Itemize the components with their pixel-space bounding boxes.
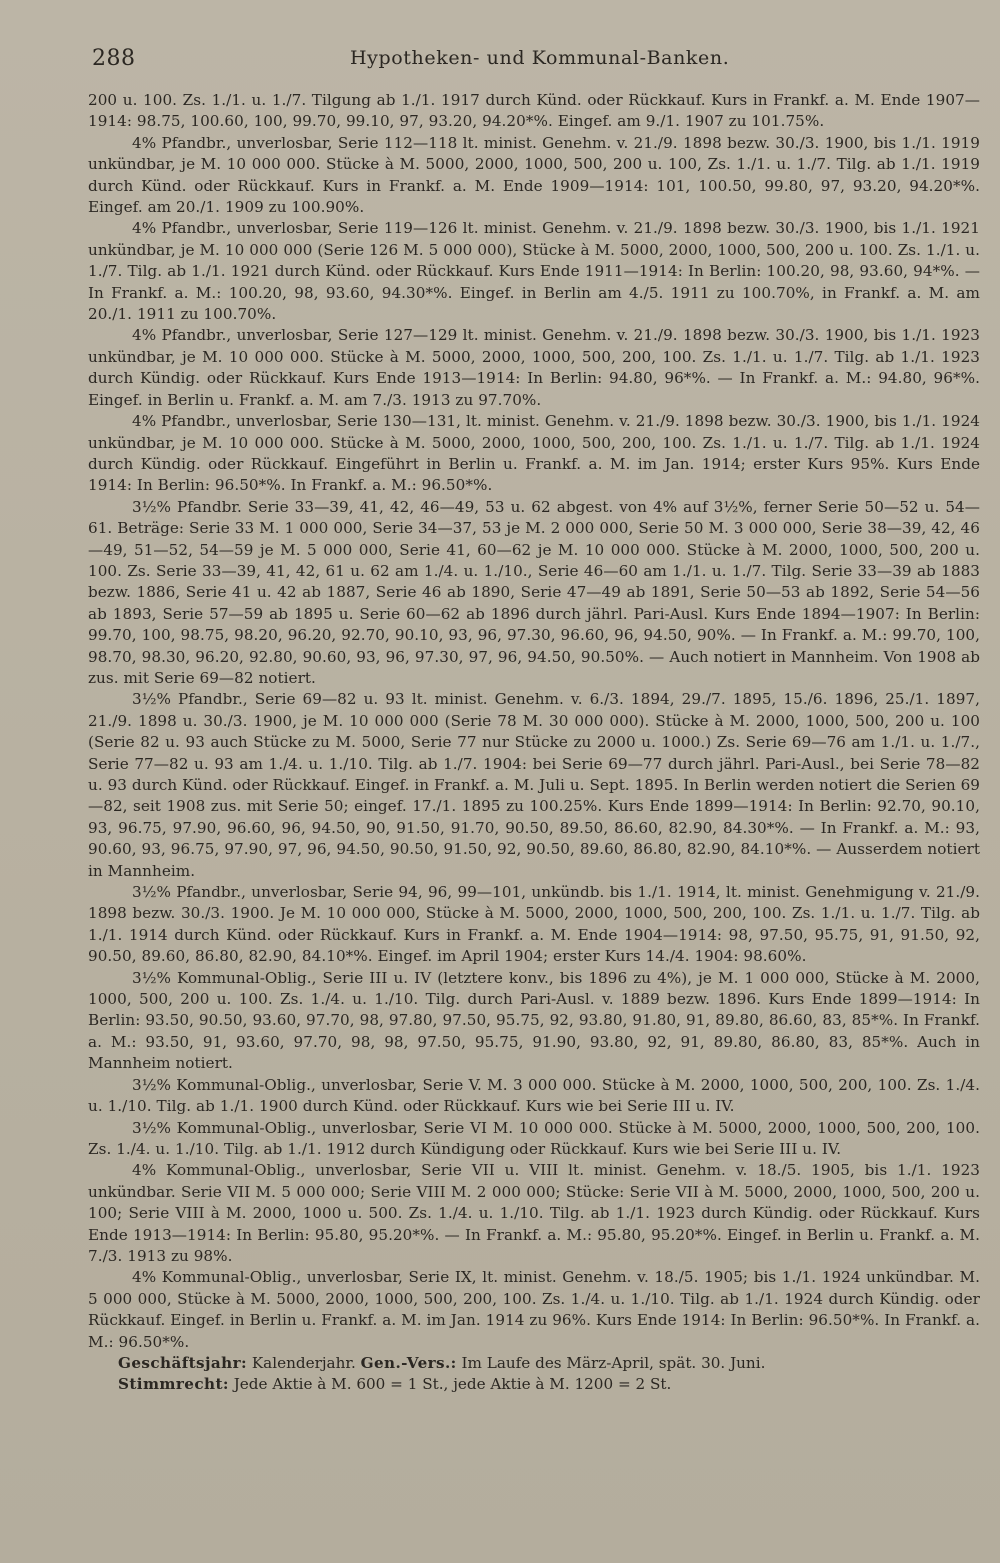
- paragraph: 4% Pfandbr., unverlosbar, Serie 130—131, lt. minist. Genehm. v. 21./9. 1898 bezw. 30./3. 1900, bis 1./1. 1924 unkündbar, je M. 10 000 000. Stücke à M. 5000, 2000, 1000, 500, 200, 100. Zs. 1./1. u. 1./7. Tilg. ab 1./1. 1924 durch Kündig. oder Rückkauf. Eingeführt in Berlin u. Frankf. a. M. im Jan. 1914; erster Kurs 95%. Kurs Ende 1914: In Berlin: 96.50*%. In Frankf. a. M.: 96.50*%.: [88, 412, 980, 495]
- voting-rights-line: [118, 1374, 980, 1395]
- voting-value: Jede Aktie à M. 600 = 1 St., jede Aktie à M. 1200 = 2 St.: [233, 1375, 672, 1394]
- paragraph: 200 u. 100. Zs. 1./1. u. 1./7. Tilgung ab 1./1. 1917 durch Künd. oder Rückkauf. Kurs in Frankf. a. M. Ende 1907—1914: 98.75, 100.60, 100, 99.70, 99.10, 97, 93.20, 94.20*%. Eingef. am 9./1. 1907 zu 101.75%.: [88, 91, 980, 131]
- company-facts: [92, 1353, 980, 1396]
- fiscal-year-line: [118, 1353, 980, 1374]
- paragraph: 4% Kommunal-Oblig., unverlosbar, Serie IX, lt. minist. Genehm. v. 18./5. 1905; bis 1./1. 1924 unkündbar. M. 5 000 000, Stücke à M. 5000, 2000, 1000, 500, 200, 100. Zs. 1./4. u. 1./10. Tilg. ab 1./1. 1924 durch Kündig. oder Rückkauf. Eingef. in Berlin u. Frankf. a. M. im Jan. 1914 zu 96%. Kurs Ende 1914: In Berlin: 96.50*%. In Frankf. a. M.: 96.50*%.: [88, 1268, 980, 1351]
- paragraph: 3½% Pfandbr. Serie 33—39, 41, 42, 46—49, 53 u. 62 abgest. von 4% auf 3½%, ferner Serie 50—52 u. 54—61. Beträge: Serie 33 M. 1 000 000, Serie 34—37, 53 je M. 2 000 000, Serie 50 M. 3 000 000, Serie 38—39, 42, 46—49, 51—52, 54—59 je M. 5 000 000, Serie 41, 60—62 je M. 10 000 000. Stücke à M. 2000, 1000, 500, 200 u. 100. Zs. Serie 33—39, 41, 42, 61 u. 62 am 1./4. u. 1./10., Serie 46—60 am 1./1. u. 1./7. Tilg. Serie 33—39 ab 1883 bezw. 1886, Serie 41 u. 42 ab 1887, Serie 46 ab 1890, Serie 47—49 ab 1891, Serie 50—53 ab 1892, Serie 54—56 ab 1893, Serie 57—59 ab 1895 u. Serie 60—62 ab 1896 durch jährl. Pari-Ausl. Kurs Ende 1894—1907: In Berlin: 99.70, 100, 98.75, 98.20, 96.20, 92.70, 90.10, 93, 96, 97.30, 96.60, 96, 94.50, 90%. — In Frankf. a. M.: 99.70, 100, 98.70, 98.30, 96.20, 92.80, 90.60, 93, 96, 97.30, 97, 96, 94.50, 90.50%. — Auch notiert in Mannheim. Von 1908 ab zus. mit Serie 69—82 notiert.: [88, 497, 980, 687]
- paragraph: 3½% Kommunal-Oblig., unverlosbar, Serie V. M. 3 000 000. Stücke à M. 2000, 1000, 500, 200, 100. Zs. 1./4. u. 1./10. Tilg. ab 1./1. 1900 durch Künd. oder Rückkauf. Kurs wie bei Serie III u. IV.: [88, 1075, 980, 1116]
- page-body: [88, 90, 980, 1396]
- paragraph: 3½% Kommunal-Oblig., Serie III u. IV (letztere konv., bis 1896 zu 4%), je M. 1 000 000, Stücke à M. 2000, 1000, 500, 200 u. 100. Zs. 1./4. u. 1./10. Tilg. durch Pari-Ausl. v. 1889 bezw. 1896. Kurs Ende 1899—1914: In Berlin: 93.50, 90.50, 93.60, 97.70, 98, 97.80, 97.50, 95.75, 92, 93.80, 91.80, 91, 89.80, 86.60, 83, 85*%. In Frankf. a. M.: 93.50, 91, 93.60, 97.70, 98, 98, 97.50, 95.75, 91.90, 93.80, 92, 91, 89.80, 86.80, 83, 85*%. Auch in Mannheim notiert.: [88, 968, 980, 1073]
- fiscal-year-value: Kalenderjahr.: [251, 1353, 356, 1372]
- paragraph: 4% Pfandbr., unverlosbar, Serie 127—129 lt. minist. Genehm. v. 21./9. 1898 bezw. 30./3. 1900, bis 1./1. 1923 unkündbar, je M. 10 000 000. Stücke à M. 5000, 2000, 1000, 500, 200, 100. Zs. 1./1. u. 1./7. Tilg. ab 1./1. 1923 durch Kündig. oder Rückkauf. Kurs Ende 1913—1914: In Berlin: 94.80, 96*%. — In Frankf. a. M.: 94.80, 96*%. Eingef. in Berlin u. Frankf. a. M. am 7./3. 1913 zu 97.70%.: [88, 326, 980, 409]
- paragraph: 3½% Pfandbr., Serie 69—82 u. 93 lt. minist. Genehm. v. 6./3. 1894, 29./7. 1895, 15./6. 1896, 25./1. 1897, 21./9. 1898 u. 30./3. 1900, je M. 10 000 000 (Serie 78 M. 30 000 000). Stücke à M. 2000, 1000, 500, 200 u. 100 (Serie 82 u. 93 auch Stücke zu M. 5000, Serie 77 nur Stücke zu 2000 u. 1000.) Zs. Serie 69—76 am 1./1. u. 1./7., Serie 77—82 u. 93 am 1./4. u. 1./10. Tilg. ab 1./7. 1904: bei Serie 69—77 durch jährl. Pari-Ausl., bei Serie 78—82 u. 93 durch Künd. oder Rückkauf. Eingef. in Frankf. a. M. Juli u. Sept. 1895. In Berlin werden notiert die Serien 69—82, seit 1908 zus. mit Serie 50; eingef. 17./1. 1895 zu 100.25%. Kurs Ende 1899—1914: In Berlin: 92.70, 90.10, 93, 96.75, 97.90, 96.60, 96, 94.50, 90, 91.50, 91.70, 90.50, 89.50, 86.60, 82.90, 84.30*%. — In Frankf. a. M.: 93, 90.60, 93, 96.75, 97.90, 97, 96, 94.50, 90.50, 91.50, 92, 90.50, 89.60, 86.80, 82.90, 84.10*%. — Ausserdem notiert in Mannheim.: [88, 690, 980, 880]
- paragraph: 3½% Kommunal-Oblig., unverlosbar, Serie VI M. 10 000 000. Stücke à M. 5000, 2000, 1000, 500, 200, 100. Zs. 1./4. u. 1./10. Tilg. ab 1./1. 1912 durch Kündigung oder Rückkauf. Kurs wie bei Serie III u. IV.: [88, 1118, 980, 1158]
- paragraph: 4% Kommunal-Oblig., unverlosbar, Serie VII u. VIII lt. minist. Genehm. v. 18./5. 1905, bis 1./1. 1923 unkündbar. Serie VII M. 5 000 000; Serie VIII M. 2 000 000; Stücke: Serie VII à M. 5000, 2000, 1000, 500, 200 u. 100; Serie VIII à M. 2000, 1000 u. 500. Zs. 1./4. u. 1./10. Tilg. ab 1./1. 1923 durch Kündig. oder Rückkauf. Kurs Ende 1913—1914: In Berlin: 95.80, 95.20*%. — In Frankf. a. M.: 95.80, 95.20*%. Eingef. in Berlin u. Frankf. a. M. 7./3. 1913 zu 98%.: [88, 1161, 980, 1265]
- agm-value: Im Laufe des März-April, spät. 30. Juni.: [461, 1353, 766, 1372]
- fiscal-year-label: Geschäftsjahr:: [118, 1353, 247, 1372]
- paragraph: 4% Pfandbr., unverlosbar, Serie 119—126 lt. minist. Genehm. v. 21./9. 1898 bezw. 30./3. 1900, bis 1./1. 1921 unkündbar, je M. 10 000 000 (Serie 126 M. 5 000 000), Stücke à M. 5000, 2000, 1000, 500, 200 u. 100. Zs. 1./1. u. 1./7. Tilg. ab 1./1. 1921 durch Künd. oder Rückkauf. Kurs Ende 1911—1914: In Berlin: 100.20, 98, 93.60, 94*%. — In Frankf. a. M.: 100.20, 98, 93.60, 94.30*%. Eingef. in Berlin am 4./5. 1911 zu 100.70%, in Frankf. a. M. am 20./1. 1911 zu 100.70%.: [88, 219, 980, 324]
- page-number: 288: [92, 46, 136, 71]
- paragraph: 3½% Pfandbr., unverlosbar, Serie 94, 96, 99—101, unkündb. bis 1./1. 1914, lt. minist. Genehmigung v. 21./9. 1898 bezw. 30./3. 1900. Je M. 10 000 000, Stücke à M. 5000, 2000, 1000, 500, 200, 100. Zs. 1./1. u. 1./7. Tilg. ab 1./1. 1914 durch Künd. oder Rückkauf. Kurs in Frankf. a. M. Ende 1904—1914: 98, 97.50, 95.75, 91, 91.50, 92, 90.50, 89.60, 86.80, 82.90, 84.10*%. Eingef. im April 1904; erster Kurs 14./4. 1904: 98.60%.: [88, 883, 980, 966]
- agm-label: Gen.-Vers.:: [360, 1353, 457, 1372]
- running-title: Hypotheken- und Kommunal-Banken.: [350, 47, 730, 69]
- paragraph: 4% Pfandbr., unverlosbar, Serie 112—118 lt. minist. Genehm. v. 21./9. 1898 bezw. 30./3. 1900, bis 1./1. 1919 unkündbar, je M. 10 000 000. Stücke à M. 5000, 2000, 1000, 500, 200 u. 100, Zs. 1./1. u. 1./7. Tilg. ab 1./1. 1919 durch Künd. oder Rückkauf. Kurs in Frankf. a. M. Ende 1909—1914: 101, 100.50, 99.80, 97, 93.20, 94.20*%. Eingef. am 20./1. 1909 zu 100.90%.: [88, 133, 980, 217]
- voting-label: Stimmrecht:: [118, 1375, 229, 1394]
- page-header: [88, 44, 972, 80]
